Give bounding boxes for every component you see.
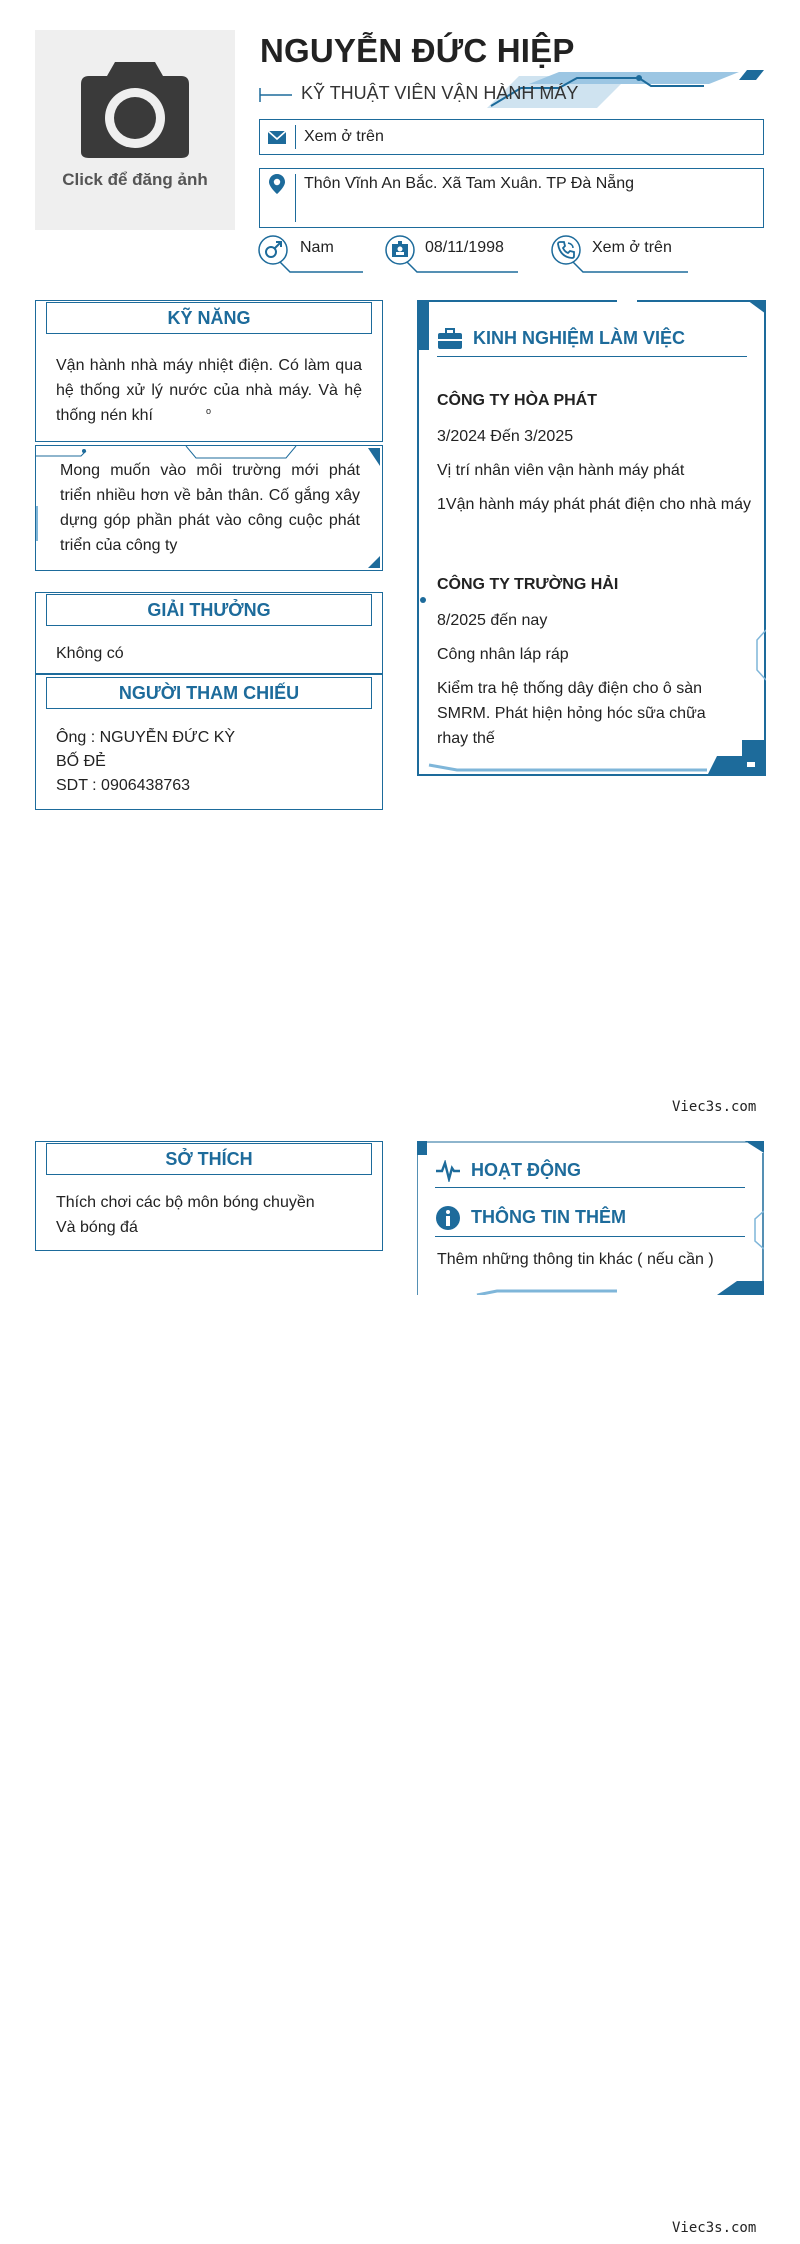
email-value: Xem ở trên — [304, 128, 384, 145]
hobbies-title: SỞ THÍCH — [46, 1143, 372, 1175]
awards-text: Không có — [56, 645, 124, 662]
job-1-company: CÔNG TY HÒA PHÁT — [437, 392, 598, 409]
skills-section — [35, 300, 383, 442]
gender-value: Nam — [300, 239, 334, 256]
phone-value: Xem ở trên — [592, 239, 672, 256]
skills-title: KỸ NĂNG — [46, 302, 372, 334]
objective-text: Mong muốn vào môi trường mới phát triển nhiều hơn về bản thân. Cố gắng xây dựng góp phần phát vào công cuộc phát triển của công ty — [60, 462, 360, 554]
experience-title-rule — [437, 356, 747, 357]
job-2-period: 8/2025 đến nay — [437, 612, 548, 629]
activities-title-rule — [435, 1187, 745, 1188]
reference-relation: BỐ ĐẺ — [56, 753, 106, 770]
page-1-footer: Viec3s.com — [672, 1099, 757, 1115]
job-1-period: 3/2024 Đến 3/2025 — [437, 428, 574, 445]
experience-title: KINH NGHIỆM LÀM VIỆC — [473, 328, 686, 348]
references-section — [35, 674, 383, 810]
briefcase-icon — [437, 327, 463, 351]
candidate-name: NGUYỄN ĐỨC HIỆP — [260, 32, 575, 69]
references-title: NGƯỜI THAM CHIẾU — [46, 677, 372, 709]
camera-icon — [77, 58, 193, 160]
experience-section — [417, 300, 766, 776]
objective-section — [35, 445, 383, 571]
page-2-footer: Viec3s.com — [672, 2220, 757, 2236]
skills-text: Vận hành nhà máy nhiệt điện. Có làm qua hệ thống xử lý nước của nhà máy. Và hệ thống nén khí — [56, 357, 362, 424]
activities-title: HOẠT ĐỘNG — [471, 1160, 581, 1180]
address-field[interactable] — [259, 168, 764, 228]
hobby-line-1: Thích chơi các bộ môn bóng chuyền — [56, 1194, 315, 1211]
activity-pulse-icon — [435, 1160, 461, 1182]
superscript-mark: o — [206, 406, 212, 416]
photo-caption: Click để đăng ảnh — [62, 170, 208, 189]
extra-info-text: Thêm những thông tin khác ( nếu cần ) — [437, 1251, 714, 1268]
hobby-line-2: Và bóng đá — [56, 1219, 138, 1236]
reference-name: Ông : NGUYỄN ĐỨC KỲ — [56, 729, 236, 746]
birthday-value: 08/11/1998 — [425, 239, 504, 256]
job-2-position: Công nhân láp ráp — [437, 646, 569, 663]
phone-icon — [556, 240, 576, 260]
contact-row-decoration — [258, 234, 768, 278]
job-2-description: Kiểm tra hệ thống dây điện cho ô sàn SMRM. Phát hiện hỏng hóc sữa chữa rhay thế — [437, 680, 706, 747]
divider — [295, 125, 296, 149]
gender-icon — [263, 240, 283, 260]
activities-section — [417, 1141, 764, 1295]
id-card-icon — [390, 240, 410, 260]
awards-title: GIẢI THƯỞNG — [46, 594, 372, 626]
hobbies-section — [35, 1141, 383, 1251]
job-1-description: 1Vận hành máy phát phát điện cho nhà máy — [437, 496, 751, 513]
reference-phone: SDT : 0906438763 — [56, 777, 191, 794]
divider — [295, 174, 296, 222]
job-title: KỸ THUẬT VIÊN VẬN HÀNH MÁY — [301, 83, 579, 103]
job-2-company: CÔNG TY TRƯỜNG HẢI — [437, 576, 619, 593]
envelope-icon — [266, 126, 288, 148]
awards-section — [35, 592, 383, 674]
job-1-position: Vị trí nhân viên vận hành máy phát — [437, 462, 685, 479]
map-pin-icon — [266, 173, 288, 195]
email-field[interactable] — [259, 119, 764, 155]
extra-info-title-rule — [435, 1236, 745, 1237]
photo-upload[interactable] — [35, 30, 235, 230]
extra-info-title: THÔNG TIN THÊM — [471, 1207, 626, 1227]
info-icon — [435, 1205, 461, 1231]
address-value: Thôn Vĩnh An Bắc. Xã Tam Xuân. TP Đà Nẵng — [304, 175, 634, 192]
